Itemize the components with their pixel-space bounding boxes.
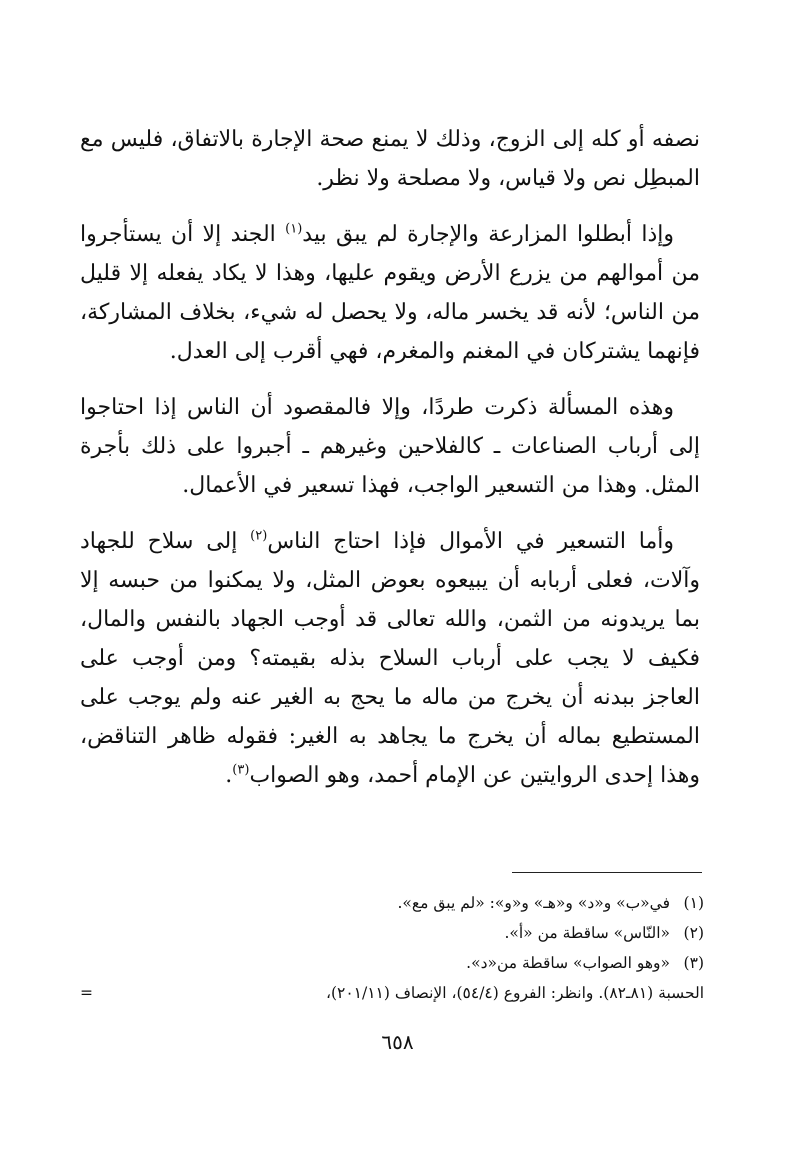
continuation-mark: = <box>80 984 93 1002</box>
footnote-ref-1[interactable]: (١) <box>285 221 303 237</box>
footnote-3 <box>80 948 704 978</box>
paragraph-2 <box>80 215 700 371</box>
paragraph-4-start: وأما التسعير في الأموال فإذا احتاج الناس <box>267 529 674 554</box>
footnote-continuation <box>80 978 704 1008</box>
paragraph-4 <box>80 522 700 795</box>
footnote-text: «النّاس» ساقطة من «أ». <box>504 924 670 942</box>
footnote-text: في«ب» و«د» و«هـ» و«و»: «لم يبق مع». <box>397 894 670 912</box>
main-text <box>80 120 700 812</box>
footnote-continuation-text: الحسبة (٨١ـ٨٢). وانظر: الفروع (٥٤/٤)، الإنصاف (٢٠١/١١)، <box>325 984 704 1002</box>
paragraph-2-start: وإذا أبطلوا المزارعة والإجارة لم يبق بيد <box>302 222 674 247</box>
footnote-number: (٣) <box>683 954 704 972</box>
paragraph-3: وهذه المسألة ذكرت طردًا، وإلا فالمقصود أن الناس إذا احتاجوا إلى أرباب الصناعات ـ كالفلاحين وغيرهم ـ أجبروا على ذلك بأجرة المثل. وهذا من التسعير الواجب، فهذا تسعير في الأعمال. <box>80 395 700 498</box>
footnote-ref-2[interactable]: (٢) <box>250 528 268 544</box>
footnote-text: «وهو الصواب» ساقطة من«د». <box>466 954 670 972</box>
paragraph-4-end: . <box>225 763 233 788</box>
footnote-number: (٢) <box>683 924 704 942</box>
footnote-number: (١) <box>683 894 704 912</box>
paragraph-1: نصفه أو كله إلى الزوج، وذلك لا يمنع صحة الإجارة بالاتفاق، فليس مع المبطِل نص ولا قياس، ولا مصلحة ولا نظر. <box>80 127 700 191</box>
footnote-separator <box>512 872 702 873</box>
page-number: ٦٥٨ <box>381 1030 414 1054</box>
paragraph-4-rest: إلى سلاح للجهاد وآلات، فعلى أربابه أن يبيعوه بعوض المثل، ولا يمكنوا من حبسه إلا بما يريدونه من الثمن، والله تعالى قد أوجب الجهاد بالنفس والمال، فكيف لا يجب على أرباب السلاح بذله بقيمته؟ ومن أوجب على العاجز ببدنه أن يخرج من ماله ما يحج به الغير عنه ولم يوجب على المستطيع بماله أن يخرج ما يجاهد به الغير: فقوله ظاهر التناقض، وهذا إحدى الروايتين عن الإمام أحمد، وهو الصواب <box>80 529 700 788</box>
footnotes <box>80 888 704 1008</box>
footnote-ref-3[interactable]: (٣) <box>232 762 250 778</box>
paragraph-2-rest: الجند إلا أن يستأجروا من أموالهم من يزرع الأرض ويقوم عليها، وهذا لا يكاد يفعله إلا قليل من الناس؛ لأنه قد يخسر ماله، ولا يحصل له شيء، بخلاف المشاركة، فإنهما يشتركان في المغنم والمغرم، فهي أقرب إلى العدل. <box>80 222 700 364</box>
footnote-1 <box>80 888 704 918</box>
footnote-2 <box>80 918 704 948</box>
